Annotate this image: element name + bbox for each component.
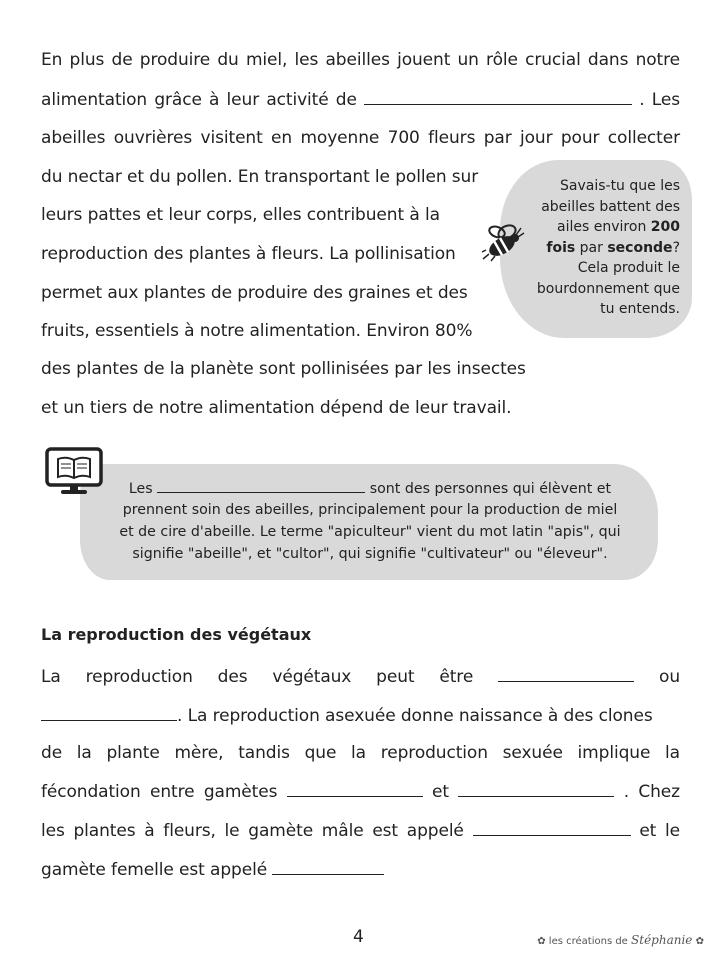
- intro-line-6: reproduction des plantes à fleurs. La pollinisation: [41, 244, 456, 264]
- fact-line-3: [508, 217, 680, 238]
- answer-blank-type-2[interactable]: [41, 703, 177, 721]
- fact-question-mark: ?: [672, 239, 680, 256]
- intro-line-2: [41, 87, 680, 112]
- definition-line-2: prennent soin des abeilles, principalement pour la production de miel: [122, 502, 618, 518]
- fact-text: [508, 176, 680, 320]
- intro-line-4: du nectar et du pollen. En transportant le pollen sur: [41, 167, 479, 187]
- section-line-2: [41, 703, 653, 728]
- fact-number-200: 200: [650, 219, 680, 235]
- answer-blank-male-gamete[interactable]: [473, 818, 631, 836]
- section-line-4-text: fécondation entre gamètes: [41, 782, 278, 802]
- fact-word-par: par: [575, 239, 608, 256]
- intro-line-1: En plus de produire du miel, les abeilles jouent un rôle crucial dans notre: [41, 50, 680, 70]
- definition-line-4: signifie "abeille", et "cultor", qui signifie "cultivateur" ou "éleveur".: [132, 546, 608, 562]
- intro-line-8: fruits, essentiels à notre alimentation. Environ 80%: [41, 321, 473, 341]
- fact-word-fois: fois: [546, 239, 576, 256]
- intro-line-10: et un tiers de notre alimentation dépend de leur travail.: [41, 398, 512, 418]
- fact-line-5: Cela produit le: [577, 260, 680, 276]
- fact-line-7: tu entends.: [600, 301, 680, 317]
- page-number: 4: [353, 927, 364, 947]
- section-line-4-end: . Chez: [623, 782, 680, 802]
- answer-blank-gamete-1[interactable]: [287, 779, 423, 797]
- fact-line-4: [508, 238, 680, 259]
- definition-line-1-start: Les: [128, 481, 153, 497]
- section-heading: La reproduction des végétaux: [41, 625, 312, 644]
- intro-line-5: leurs pattes et leur corps, elles contribuent à la: [41, 205, 440, 225]
- section-line-5-text: les plantes à fleurs, le gamète mâle est appelé: [41, 821, 464, 841]
- fact-line-1: Savais-tu que les: [560, 178, 680, 194]
- flower-icon: ✿: [537, 936, 546, 947]
- section-line-1-end: ou: [659, 667, 681, 687]
- definition-line-1: [90, 478, 650, 499]
- answer-blank-type-1[interactable]: [498, 664, 634, 682]
- intro-line-3: abeilles ouvrières visitent en moyenne 700 fleurs par jour pour collecter: [41, 128, 680, 148]
- section-line-6: [41, 857, 384, 882]
- section-line-4-and: et: [432, 782, 449, 802]
- section-line-6-text: gamète femelle est appelé: [41, 860, 268, 880]
- fact-line-3-text: ailes environ: [557, 219, 651, 235]
- answer-blank-beekeepers[interactable]: [157, 478, 365, 493]
- section-line-1-text: La reproduction des végétaux peut être: [41, 667, 474, 687]
- intro-line-7: permet aux plantes de produire des graines et des: [41, 283, 468, 303]
- section-line-1: [41, 664, 680, 689]
- answer-blank-female-gamete[interactable]: [272, 857, 384, 875]
- flower-icon-end: ✿: [695, 936, 704, 947]
- intro-line-9: des plantes de la planète sont pollinisées par les insectes: [41, 359, 526, 379]
- answer-blank-gamete-2[interactable]: [458, 779, 614, 797]
- section-line-5: [41, 818, 680, 843]
- section-line-4: [41, 779, 680, 804]
- fact-word-seconde: seconde: [607, 239, 673, 256]
- section-line-3: de la plante mère, tandis que la reproduction sexuée implique la: [41, 743, 680, 763]
- fact-line-6: bourdonnement que: [536, 280, 680, 297]
- answer-blank-pollination[interactable]: [364, 87, 632, 105]
- section-line-5-end: et le: [639, 821, 680, 841]
- brand-prefix: les créations de: [548, 936, 628, 947]
- brand-name: Stéphanie: [631, 933, 693, 947]
- brand-signature: [537, 933, 704, 947]
- intro-line-2-end: . Les: [639, 90, 680, 110]
- intro-line-2-text: alimentation grâce à leur activité de: [41, 90, 357, 110]
- definition-line-1-end: sont des personnes qui élèvent et: [369, 481, 612, 497]
- section-line-2-text: . La reproduction asexuée donne naissance à des clones: [177, 706, 653, 726]
- definition-line-3: et de cire d'abeille. Le terme "apiculteur" vient du mot latin "apis", qui: [119, 524, 621, 540]
- fact-line-2: abeilles battent des: [541, 198, 680, 215]
